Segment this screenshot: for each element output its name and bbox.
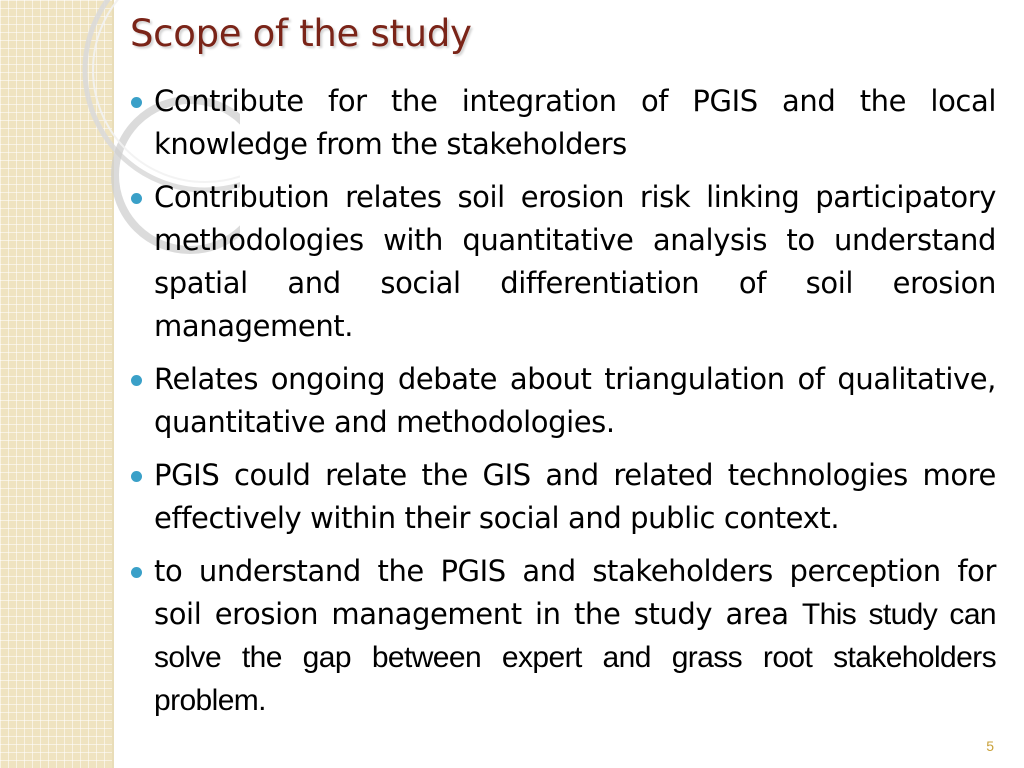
bullet-list xyxy=(128,80,996,732)
bullet-text-part2: This study can solve the gap between expert and grass root stakeholders problem. xyxy=(154,598,996,717)
slide-title: Scope of the study xyxy=(130,12,472,55)
bullet-item: PGIS could relate the GIS and related technologies more effectively within their social and public context. xyxy=(128,454,996,540)
page-number: 5 xyxy=(986,738,994,754)
bullet-item: Relates ongoing debate about triangulation of qualitative, quantitative and methodologies. xyxy=(128,358,996,444)
bullet-text-part1: to understand the PGIS and stakeholders perception for soil erosion management in the study area xyxy=(154,554,996,631)
bullet-item: Contribute for the integration of PGIS and the local knowledge from the stakeholders xyxy=(128,80,996,166)
bullet-item: Contribution relates soil erosion risk linking participatory methodologies with quantitative analysis to understand spatial and social differentiation of soil erosion management. xyxy=(128,176,996,348)
bullet-item-last xyxy=(128,550,996,722)
